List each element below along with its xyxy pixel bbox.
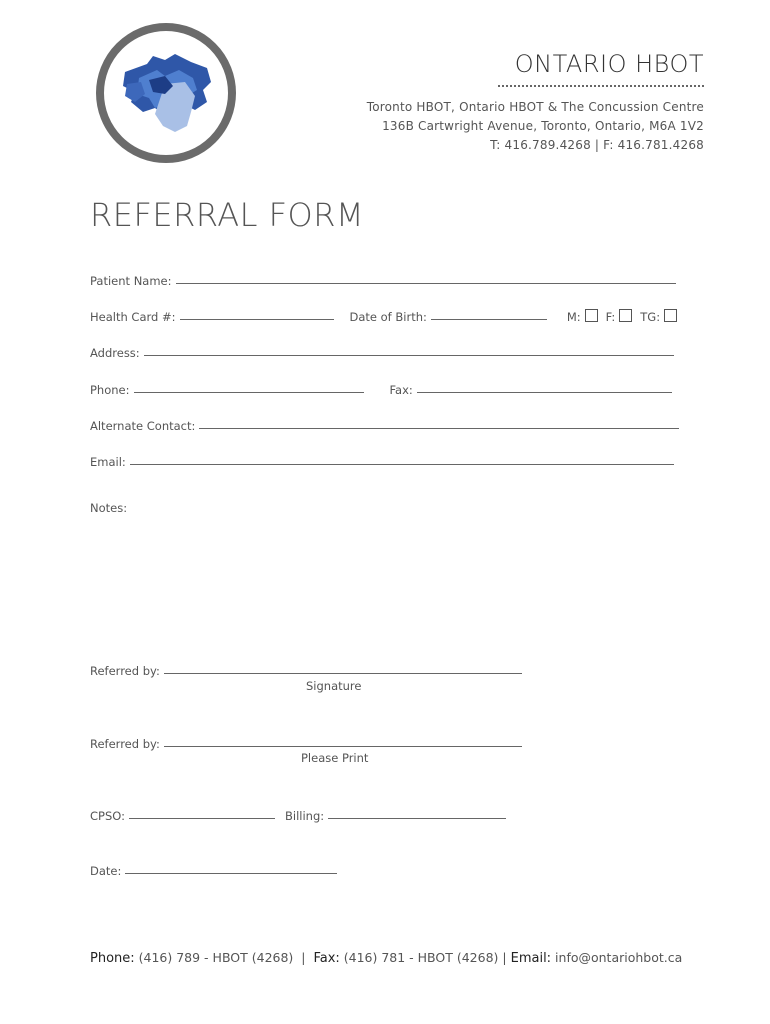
health-card-label: Health Card #: [90, 310, 176, 324]
address-row [90, 340, 674, 360]
address-line-1: Toronto HBOT, Ontario HBOT & The Concussion Centre [366, 100, 704, 114]
dob-label: Date of Birth: [349, 310, 427, 324]
footer-email-value[interactable]: info@ontariohbot.ca [555, 950, 683, 965]
health-card-line[interactable] [180, 318, 334, 320]
date-label: Date: [90, 864, 122, 878]
male-checkbox[interactable] [585, 309, 598, 322]
fax-label: Fax: [389, 383, 413, 397]
alternate-contact-label: Alternate Contact: [90, 419, 196, 433]
referred-by-label: Referred by: [90, 737, 160, 751]
header-divider [498, 85, 704, 87]
footer-separator: | [301, 950, 306, 965]
notes-row[interactable] [90, 495, 127, 515]
footer-phone-label: Phone: [90, 951, 135, 966]
billing-label: Billing: [285, 809, 325, 823]
footer-email-label: Email: [510, 951, 552, 966]
male-label: M: [566, 310, 581, 324]
date-row [90, 858, 337, 878]
tg-checkbox[interactable] [664, 309, 677, 322]
alternate-contact-row [90, 413, 679, 433]
address-label: Address: [90, 346, 140, 360]
print-caption: Please Print [301, 751, 369, 765]
referred-by-label: Referred by: [90, 664, 160, 678]
org-name: ONTARIO HBOT [514, 50, 704, 78]
footer [90, 950, 682, 966]
logo [95, 22, 237, 164]
patient-name-row [90, 268, 676, 288]
referred-by-print-row [90, 731, 522, 751]
footer-separator: | [502, 950, 507, 965]
address-line-2: 136B Cartwright Avenue, Toronto, Ontario, M6A 1V2 [382, 119, 704, 133]
email-row [90, 449, 674, 469]
footer-fax-label: Fax: [313, 951, 340, 966]
footer-fax-value: (416) 781 - HBOT (4268) [343, 950, 499, 965]
puzzle-icon [123, 54, 211, 132]
alternate-contact-line[interactable] [199, 427, 679, 429]
health-card-row [90, 304, 685, 324]
patient-name-line[interactable] [176, 282, 676, 284]
email-label: Email: [90, 455, 126, 469]
phone-fax-row [90, 377, 672, 397]
female-label: F: [605, 310, 616, 324]
date-line[interactable] [125, 872, 337, 874]
signature-line[interactable] [164, 672, 522, 674]
footer-phone-value: (416) 789 - HBOT (4268) [138, 950, 294, 965]
form-title: REFERRAL FORM [90, 196, 365, 234]
dob-line[interactable] [431, 318, 547, 320]
referred-by-signature-row [90, 658, 522, 678]
patient-name-label: Patient Name: [90, 274, 172, 288]
contact-line: T: 416.789.4268 | F: 416.781.4268 [490, 138, 704, 152]
address-line[interactable] [144, 354, 674, 356]
signature-caption: Signature [306, 679, 362, 693]
fax-line[interactable] [417, 391, 672, 393]
female-checkbox[interactable] [619, 309, 632, 322]
print-name-line[interactable] [164, 745, 522, 747]
notes-label: Notes: [90, 501, 128, 515]
phone-line[interactable] [134, 391, 364, 393]
billing-line[interactable] [328, 817, 506, 819]
cpso-billing-row [90, 803, 506, 823]
tg-label: TG: [640, 310, 661, 324]
email-line[interactable] [130, 463, 674, 465]
cpso-label: CPSO: [90, 809, 125, 823]
phone-label: Phone: [90, 383, 130, 397]
cpso-line[interactable] [129, 817, 275, 819]
